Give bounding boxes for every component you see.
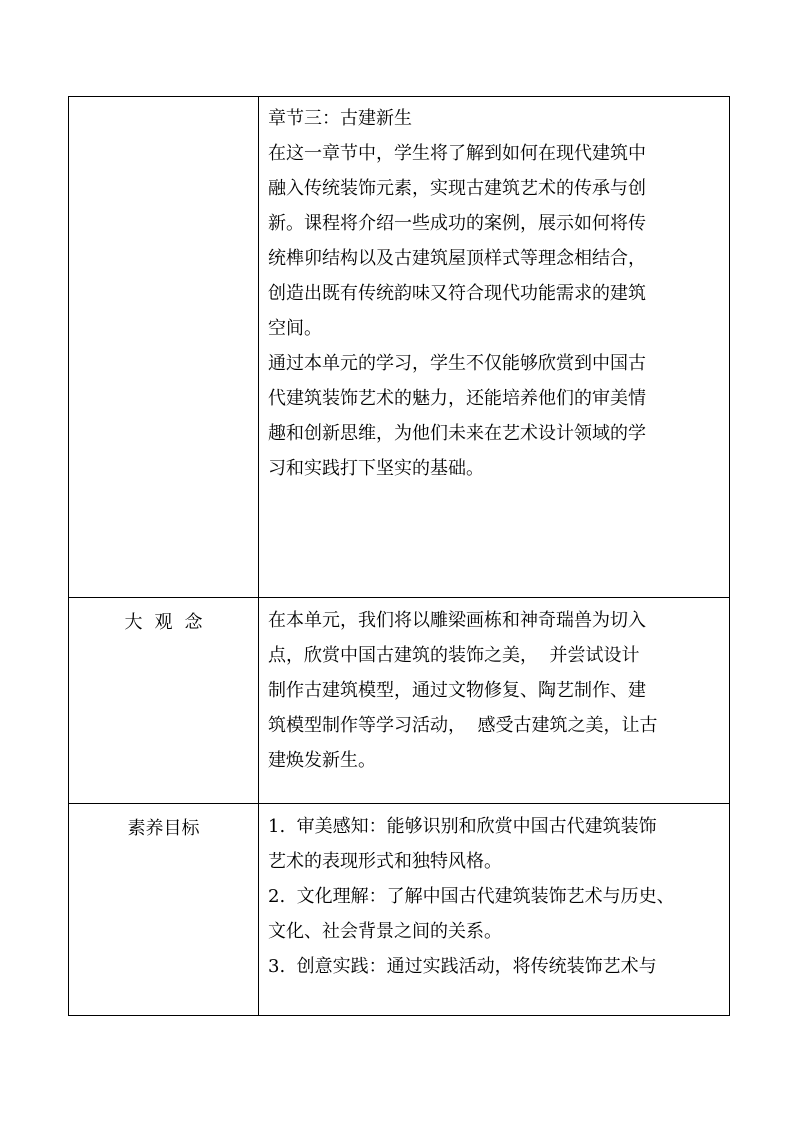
text-line: 代建筑装饰艺术的魅力，还能培养他们的审美情 xyxy=(268,388,646,409)
text-line: 点，欣赏中国古建筑的装饰之美， 并尝试设计 xyxy=(268,645,640,666)
goal-line: 3. 创意实践：通过实践活动，将传统装饰艺术与 xyxy=(268,956,657,977)
text-line: 通过本单元的学习，学生不仅能够欣赏到中国古 xyxy=(268,353,646,374)
text-line: 趣和创新思维，为他们未来在艺术设计领域的学 xyxy=(268,423,646,444)
goal-line: 2. 文化理解：了解中国古代建筑装饰艺术与历史、 xyxy=(268,886,675,907)
table-row xyxy=(69,97,730,598)
table-row xyxy=(69,598,730,804)
text-line: 在本单元，我们将以雕梁画栋和神奇瑞兽为切入 xyxy=(268,610,646,631)
goals-label-cell xyxy=(69,804,259,1016)
goal-line: 艺术的表现形式和独特风格。 xyxy=(268,851,502,872)
text-line: 创造出既有传统韵味又符合现代功能需求的建筑 xyxy=(268,283,646,304)
text-line: 统榫卯结构以及古建筑屋顶样式等理念相结合， xyxy=(268,248,646,269)
goals-label: 素养目标 xyxy=(127,818,200,839)
goals-content xyxy=(259,804,729,984)
text-line: 筑模型制作等学习活动， 感受古建筑之美，让古 xyxy=(268,715,658,736)
chapter-content-cell xyxy=(259,97,730,598)
text-line: 建焕发新生。 xyxy=(268,750,376,771)
goals-content-cell xyxy=(259,804,730,1016)
text-line: 制作古建筑模型，通过文物修复、陶艺制作、建 xyxy=(268,680,646,701)
text-line: 在这一章节中，学生将了解到如何在现代建筑中 xyxy=(268,143,646,164)
chapter-title: 章节三：古建新生 xyxy=(268,108,412,129)
text-line: 新。课程将介绍一些成功的案例，展示如何将传 xyxy=(268,213,646,234)
big-idea-content xyxy=(259,598,729,778)
text-line: 融入传统装饰元素，实现古建筑艺术的传承与创 xyxy=(268,178,646,199)
big-idea-label-cell xyxy=(69,598,259,804)
row-label xyxy=(69,97,258,104)
row-label-cell-empty xyxy=(69,97,259,598)
lesson-plan-table xyxy=(68,96,730,1016)
goal-line: 文化、社会背景之间的关系。 xyxy=(268,921,502,942)
chapter-content xyxy=(259,97,729,486)
text-line: 空间。 xyxy=(268,318,322,339)
goal-line: 1. 审美感知：能够识别和欣赏中国古代建筑装饰 xyxy=(268,816,657,837)
table-row xyxy=(69,804,730,1016)
text-line: 习和实践打下坚实的基础。 xyxy=(268,458,484,479)
big-idea-content-cell xyxy=(259,598,730,804)
big-idea-label: 大观念 xyxy=(124,612,215,633)
